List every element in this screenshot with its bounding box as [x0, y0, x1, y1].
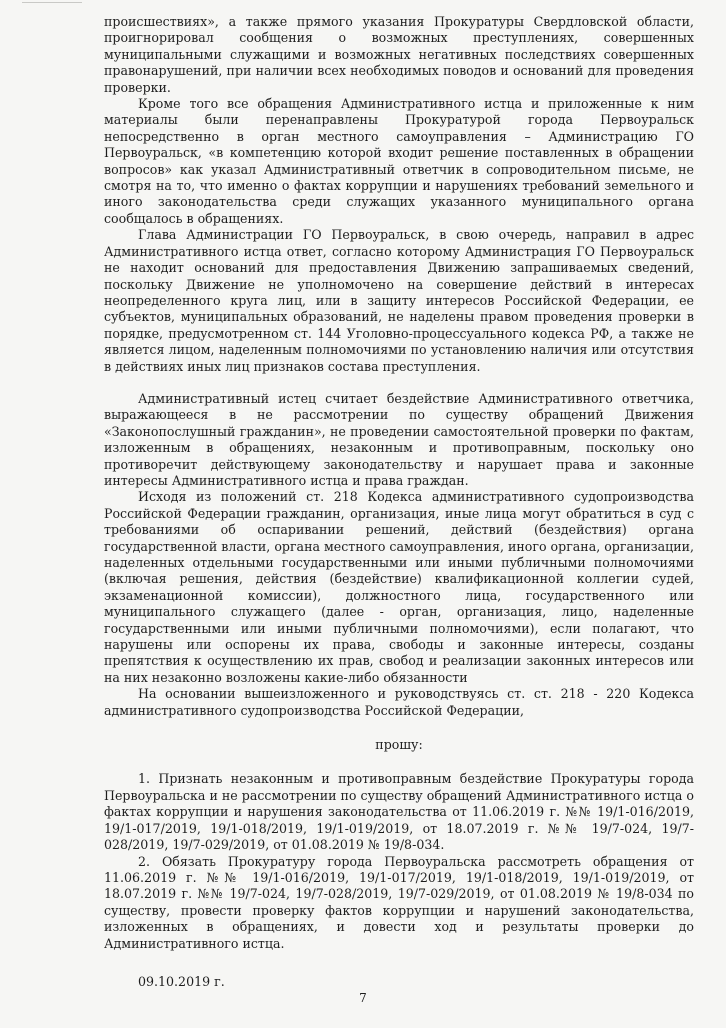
request-item-2: 2. Обязать Прокуратуру города Первоуральска рассмотреть обращения от 11.06.2019 г. №№ 19/1-016/2019, 19/1-017/2019, 19/1-018/2019, 19/1-019/2019, от 18.07.2019 г. №№ 19/7-024, 19/7-028/2019, 19/7-029/2019, от 01.08.2019 № 19/8-034 по существу, провести проверку фактов коррупции и нарушений законодательства, изложенных в обращениях, и довести ход и результаты проверки до Административного истца. — [104, 853, 694, 951]
paragraph-legal-basis: Исходя из положений ст. 218 Кодекса административного судопроизводства Российской Федерации гражданин, организация, иные лица могут обратиться в суд с требованиями об оспаривании решений, действий (бездействия) органа государственной власти, органа местного самоуправления, иного органа, организации, наделенных отдельными государственными или иными публичными полномочиями (включая решения, действия (бездействие) квалификационной коллегии судей, экзаменационной комиссии), должностного лица, государственного или муниципального служащего (далее - орган, организация, лицо, наделенные государственными или иными публичными полномочиями), если полагают, что нарушены или оспорены их права, свободы и законные интересы, созданы препятствия к осуществлению их прав, свобод и реализации законных интересов или на них незаконно возложены какие-либо обязанности — [104, 489, 695, 685]
request-item-1: 1. Признать незаконным и противоправным бездействие Прокуратуры города Первоуральска и не рассмотрении по существу обращений Административного истца о фактах коррупции и нарушения законодательства от 11.06.2019 г. №№ 19/1-016/2019, 19/1-017/2019, 19/1-018/2019, 19/1-019/2019, от 18.07.2019 г. №№ 19/7-024, 19/7-028/2019, 19/7-029/2019, от 01.08.2019 № 19/8-034. — [104, 771, 694, 853]
document-body — [104, 14, 694, 990]
page-number: 7 — [359, 991, 367, 1005]
paragraph-grounds: На основании вышеизложенного и руководствуясь ст. ст. 218 - 220 Кодекса административного судопроизводства Российской Федерации, — [104, 686, 694, 718]
paragraph-continuation: происшествиях», а также прямого указания Прокуратуры Свердловской области, проигнорировал сообщения о возможных преступлениях, совершенных муниципальными служащими и возможных негативных последствиях совершенных правонарушений, при наличии всех необходимых поводов и оснований для проведения проверки. — [104, 14, 694, 95]
scan-artifact — [22, 2, 82, 9]
paragraph-administration-reply: Глава Администрации ГО Первоуральск, в свою очередь, направил в адрес Административного истца ответ, согласно которому Администрация ГО Первоуральск не находит оснований для предоставления Движению запрашиваемых сведений, поскольку Движение не уполномочено на совершение действий в интересах неопределенного круга лиц, или в защиту интересов Российской Федерации, ее субъектов, муниципальных образований, не наделены правом проведения проверки в порядке, предусмотренном ст. 144 Уголовно-процессуального кодекса РФ, а также не является лицом, наделенным полномочиями по установлению наличия или отсутствия в действиях иных лиц признаков состава преступления. — [104, 227, 694, 374]
request-heading: прошу: — [375, 737, 423, 753]
document-date: 09.10.2019 г. — [138, 973, 225, 989]
paragraph-redirect: Кроме того все обращения Административного истца и приложенные к ним материалы были перенаправлены Прокуратурой города Первоуральск непосредственно в орган местного самоуправления – Администрацию ГО Первоуральск, «в компетенцию которой входит решение поставленных в обращении вопросов» как указал Административный ответчик в сопроводительном письме, не смотря на то, что именно о фактах коррупции и нарушениях требований земельного и иного законодательства среди служащих указанного муниципального органа сообщалось в обращениях. — [104, 96, 694, 226]
paragraph-plaintiff-position: Административный истец считает бездействие Административного ответчика, выражающееся в не рассмотрении по существу обращений Движения «Законопослушный гражданин», не проведении самостоятельной проверки по фактам, изложенным в обращениях, незаконным и противоправным, поскольку оно противоречит действующему законодательству и нарушает права и законные интересы Административного истца и права граждан. — [104, 390, 694, 488]
